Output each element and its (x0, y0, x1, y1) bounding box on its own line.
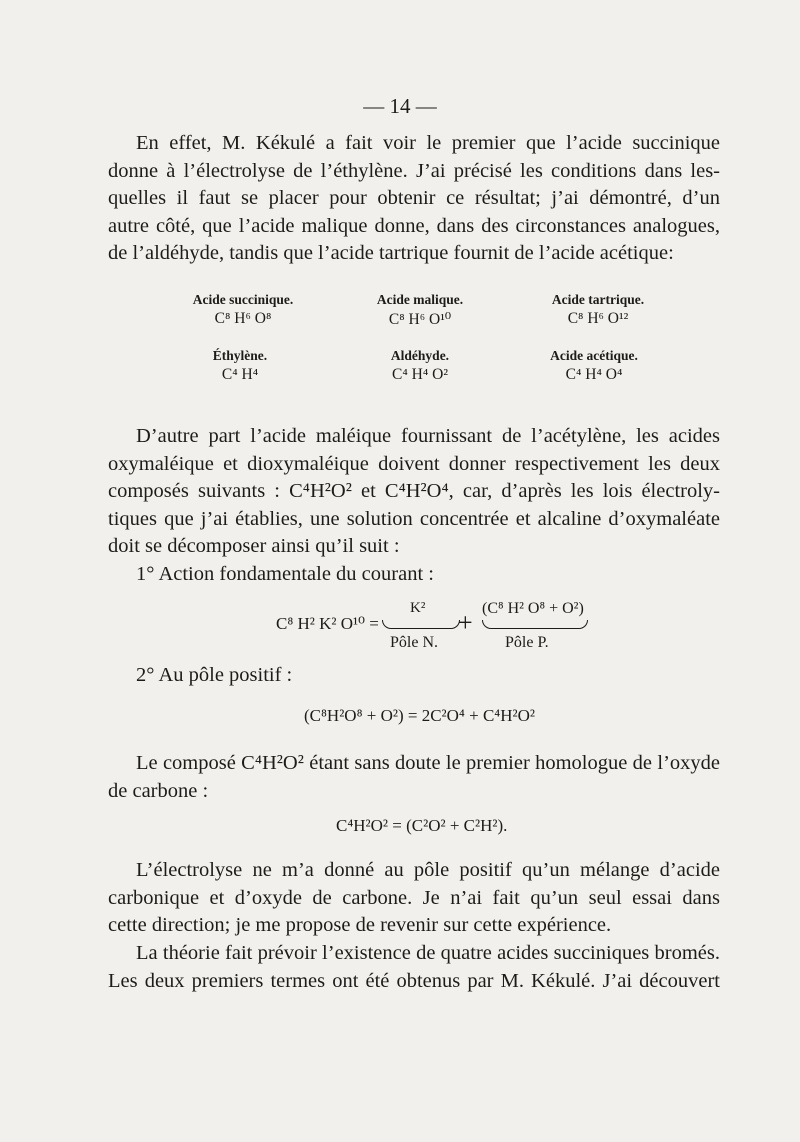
compound-label: Acide acétique. (550, 348, 638, 363)
table-cell (330, 292, 510, 329)
compound-label: Acide tartrique. (551, 292, 645, 307)
compound-label: Acide succinique. (192, 292, 294, 307)
table-cell (504, 348, 684, 384)
paragraph-4 (108, 857, 720, 940)
compound-formula: C⁸ H⁶ O¹² (567, 310, 629, 327)
compound-label: Acide malique. (376, 292, 464, 307)
text-line: carbonique et d’oxyde de carbone. Je n’ai fait qu’un seul essai dans (108, 886, 720, 909)
text-line: En effet, M. Kékulé a fait voir le premier que l’acide succinique (136, 132, 720, 154)
equation-1-plus: + (458, 608, 473, 637)
table-cell (508, 292, 688, 328)
table-cell (153, 292, 333, 328)
equation-3: C⁴H²O² = (C²O² + C²H²). (336, 816, 508, 835)
text-line: donne à l’électrolyse de l’éthylène. J’ai précisé les conditions dans les- (108, 159, 720, 182)
text-line: composés suivants : C⁴H²O² et C⁴H²O⁴, car, d’après les lois électroly- (108, 480, 720, 503)
compound-formula: C⁴ H⁴ (221, 366, 259, 383)
step-2: 2° Au pôle positif : (136, 664, 293, 686)
text-line: de l’aldéhyde, tandis que l’acide tartrique fournit de l’acide acétique: (108, 242, 674, 265)
text-line: La théorie fait prévoir l’existence de quatre acides succiniques bromés. (136, 942, 720, 964)
equation-1-term2: (C⁸ H² O⁸ + O²) (482, 600, 584, 617)
page-number: — 14 — (363, 94, 437, 118)
text-line: cette direction; je me propose de revenir sur cette expérience. (108, 914, 612, 937)
text-line: Le composé C⁴H²O² étant sans doute le premier homologue de l’oxyde (136, 752, 720, 774)
equation-1-lhs: C⁸ H² K² O¹⁰ = (276, 614, 379, 633)
compound-formula: C⁸ H⁶ O⁸ (214, 310, 272, 327)
compound-label: Aldéhyde. (390, 348, 450, 363)
text-line: oxymaléique et dioxymaléique doivent donner respectivement les deux (108, 452, 720, 475)
text-line: de carbone : (108, 779, 209, 802)
paragraph-1 (108, 130, 720, 268)
equation-1-term1: K² (410, 600, 426, 616)
text-line: L’électrolyse ne m’a donné au pôle positif qu’un mélange d’acide (136, 859, 720, 881)
equation-2: (C⁸H²O⁸ + O²) = 2C²O⁴ + C⁴H²O² (304, 706, 535, 725)
compound-label: Éthylène. (212, 348, 268, 363)
table-cell (150, 348, 330, 384)
paragraph-5 (108, 940, 720, 995)
equation-1-label2: Pôle P. (505, 634, 549, 651)
text-line: doit se décomposer ainsi qu’il suit : (108, 535, 400, 558)
text-line: D’autre part l’acide maléique fournissant de l’acétylène, les acides (136, 425, 720, 447)
step-2-block (108, 662, 720, 690)
compound-formula: C⁸ H⁶ O¹⁰ (388, 311, 452, 328)
paragraph-3 (108, 750, 720, 805)
compound-formula: C⁴ H⁴ O⁴ (565, 366, 623, 383)
text-line: quelles il faut se placer pour obtenir ce résultat; j’ai démontré, d’un (108, 187, 720, 210)
table-cell (330, 348, 510, 384)
equation-1-label1: Pôle N. (390, 634, 438, 651)
text-line: autre côté, que l’acide malique donne, dans des circonstances analogues, (108, 214, 720, 237)
brace-pole-n (382, 620, 460, 629)
compound-formula: C⁴ H⁴ O² (392, 366, 448, 383)
brace-pole-p (482, 620, 588, 629)
step-1: 1° Action fondamentale du courant : (136, 562, 434, 585)
text-line: tiques que j’ai établies, une solution concentrée et alcaline d’oxymaléate (108, 507, 720, 530)
paragraph-2 (108, 423, 720, 589)
text-line: Les deux premiers termes ont été obtenus par M. Kékulé. J’ai découvert (108, 969, 720, 992)
